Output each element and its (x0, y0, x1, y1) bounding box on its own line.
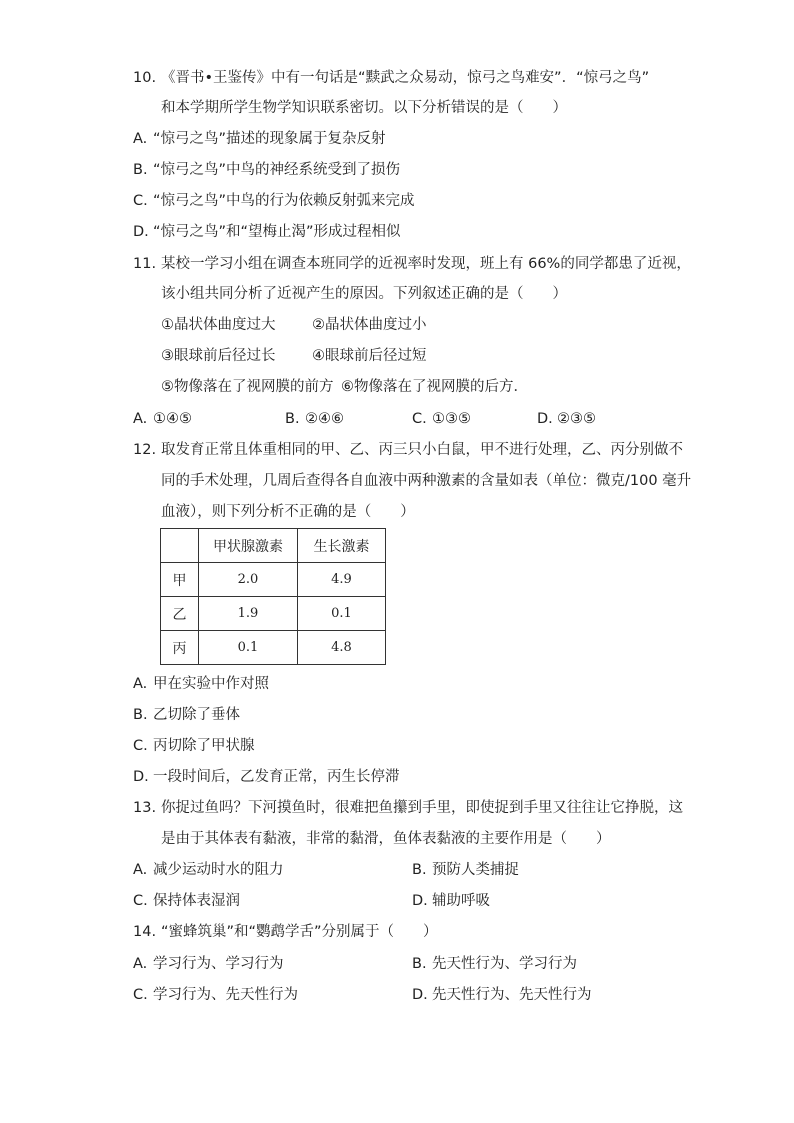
q12-option-c (133, 736, 255, 756)
table-cell-thyroid: 2.0 (199, 563, 298, 597)
q11-option-d (537, 409, 596, 429)
q11-stem-line2: 该小组共同分析了近视产生的原因。下列叙述正确的是（ ） (161, 286, 567, 302)
option-text: 乙切除了垂体 (153, 707, 240, 723)
option-text: 学习行为、先天性行为 (153, 987, 298, 1003)
option-text: “惊弓之鸟”中鸟的神经系统受到了损伤 (153, 162, 401, 178)
q13-option-b (412, 860, 519, 880)
table-cell-growth: 0.1 (298, 597, 386, 631)
table-corner-cell (161, 529, 199, 563)
table-header-row (161, 529, 386, 563)
q14-number: 14. (133, 924, 157, 940)
option-letter: D. (133, 224, 149, 240)
table-row (161, 631, 386, 665)
q11-option-a (133, 409, 192, 429)
q14-option-b (412, 954, 577, 974)
table-header-growth: 生长激素 (298, 529, 386, 563)
q14-option-a (133, 954, 284, 974)
q12-option-b (133, 705, 240, 725)
q13-number: 13. (133, 800, 157, 816)
q12-stem-text: 取发育正常且体重相同的甲、乙、丙三只小白鼠，甲不进行处理，乙、丙分别做不 (161, 442, 683, 458)
q11-item-3: ③眼球前后径过长 (161, 348, 276, 364)
table-row (161, 597, 386, 631)
option-letter: B. (133, 707, 148, 723)
q11-item-6: ⑥物像落在了视网膜的后方． (341, 379, 528, 395)
option-text: ②④⑥ (305, 411, 344, 427)
option-text: 学习行为、学习行为 (153, 956, 284, 972)
q14-stem-line1 (133, 922, 438, 942)
option-letter: A. (133, 956, 148, 972)
table-cell-thyroid: 0.1 (199, 631, 298, 665)
option-letter: B. (133, 162, 148, 178)
option-letter: C. (412, 411, 427, 427)
option-text: 甲在实验中作对照 (153, 676, 269, 692)
option-letter: A. (133, 411, 148, 427)
option-text: 丙切除了甲状腺 (153, 738, 255, 754)
q13-stem-line2: 是由于其体表有黏液，非常的黏滑，鱼体表黏液的主要作用是（ ） (161, 831, 611, 847)
q13-stem-line1 (133, 798, 683, 818)
option-text: 保持体表湿润 (153, 893, 240, 909)
table-cell-growth: 4.8 (298, 631, 386, 665)
option-letter: A. (133, 131, 148, 147)
option-letter: A. (133, 676, 148, 692)
option-text: 先天性行为、学习行为 (432, 956, 577, 972)
q11-item-2: ②晶状体曲度过小 (312, 317, 427, 333)
option-letter: C. (133, 738, 148, 754)
hormone-table (160, 528, 386, 665)
option-text: ②③⑤ (557, 411, 596, 427)
option-text: 预防人类捕捉 (432, 862, 519, 878)
q12-stem-line2: 同的手术处理，几周后查得各自血液中两种激素的含量如表（单位：微克/100 毫升 (161, 473, 692, 489)
option-letter: D. (412, 893, 428, 909)
q10-number: 10. (133, 70, 157, 86)
table-row-label: 丙 (161, 631, 199, 665)
option-text: 一段时间后，乙发育正常，丙生长停滞 (153, 769, 400, 785)
table-row (161, 563, 386, 597)
option-letter: D. (133, 769, 149, 785)
q11-option-c (412, 409, 471, 429)
q13-option-c (133, 891, 240, 911)
q12-stem-line1 (133, 440, 683, 460)
q12-option-a (133, 674, 269, 694)
option-text: ①④⑤ (153, 411, 192, 427)
q10-stem-line1 (133, 68, 649, 88)
q11-stem-text: 某校一学习小组在调查本班同学的近视率时发现，班上有 66%的同学都患了近视， (161, 256, 691, 272)
option-letter: D. (412, 987, 428, 1003)
table-row-label: 甲 (161, 563, 199, 597)
option-text: ①③⑤ (432, 411, 471, 427)
table-cell-thyroid: 1.9 (199, 597, 298, 631)
option-text: 减少运动时水的阻力 (153, 862, 284, 878)
table-cell-growth: 4.9 (298, 563, 386, 597)
option-text: “惊弓之鸟”中鸟的行为依赖反射弧来完成 (153, 193, 415, 209)
q12-stem-line3: 血液），则下列分析不正确的是（ ） (161, 504, 415, 520)
q14-stem-text: “蜜蜂筑巢”和“鹦鹉学舌”分别属于（ ） (161, 924, 438, 940)
option-letter: D. (537, 411, 553, 427)
option-letter: B. (285, 411, 300, 427)
q11-number: 11. (133, 256, 157, 272)
q10-stem-text: 《晋书•王鉴传》中有一句话是“黩武之众易动，惊弓之鸟难安”．“惊弓之鸟” (161, 70, 650, 86)
q14-option-d (412, 985, 592, 1005)
q12-option-d (133, 767, 400, 787)
option-text: 先天性行为、先天性行为 (432, 987, 592, 1003)
option-letter: C. (133, 893, 148, 909)
q10-stem-line2: 和本学期所学生物学知识联系密切。以下分析错误的是（ ） (161, 100, 567, 116)
table-row-label: 乙 (161, 597, 199, 631)
option-letter: C. (133, 987, 148, 1003)
q13-stem-text: 你捉过鱼吗？下河摸鱼时，很难把鱼攥到手里，即使捉到手里又往往让它挣脱，这 (161, 800, 683, 816)
q11-option-b (285, 409, 344, 429)
option-letter: B. (412, 862, 427, 878)
q13-option-d (412, 891, 490, 911)
q12-number: 12. (133, 442, 157, 458)
option-letter: C. (133, 193, 148, 209)
q14-option-c (133, 985, 298, 1005)
q10-option-b (133, 160, 400, 180)
option-letter: A. (133, 862, 148, 878)
option-text: “惊弓之鸟”描述的现象属于复杂反射 (153, 131, 386, 147)
q11-item-1: ①晶状体曲度过大 (161, 317, 276, 333)
q13-option-a (133, 860, 284, 880)
q10-option-d (133, 222, 401, 242)
q11-item-4: ④眼球前后径过短 (312, 348, 427, 364)
option-text: “惊弓之鸟”和“望梅止渴”形成过程相似 (153, 224, 401, 240)
option-text: 辅助呼吸 (432, 893, 490, 909)
q10-option-a (133, 129, 386, 149)
q11-stem-line1 (133, 254, 691, 274)
q11-item-5: ⑤物像落在了视网膜的前方 (161, 379, 334, 395)
option-letter: B. (412, 956, 427, 972)
q10-option-c (133, 191, 415, 211)
table-header-thyroid: 甲状腺激素 (199, 529, 298, 563)
